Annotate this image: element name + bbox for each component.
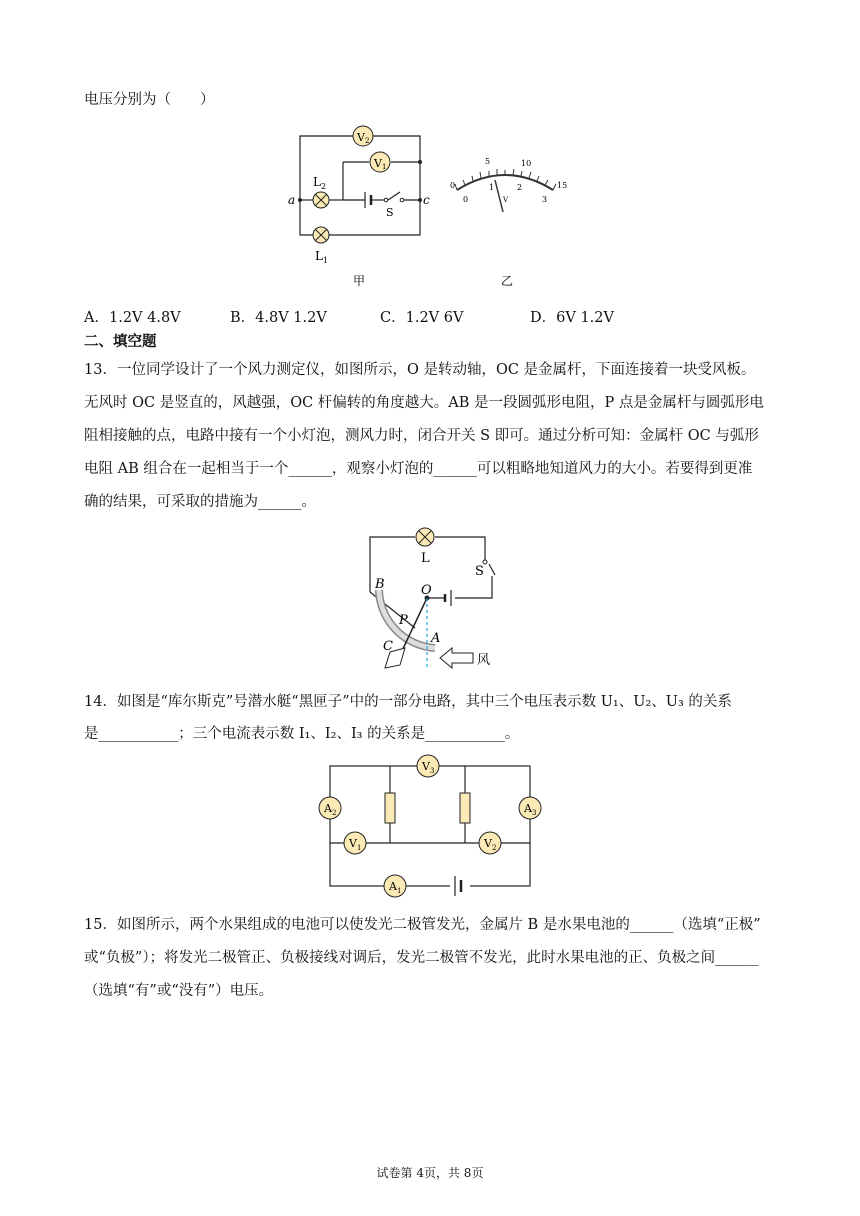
svg-text:O: O xyxy=(421,583,432,598)
q13-line-3: 阻相接触的点，电路中接有一个小灯泡，测风力时，闭合开关 S 即可。通过分析可知：金属杆 OC 与弧形 xyxy=(84,428,759,444)
svg-text:1: 1 xyxy=(397,887,402,895)
svg-text:1: 1 xyxy=(382,163,387,171)
q15-line-2: 或“负极”）；将发光二极管正、负极接线对调后，发光二极管不发光，此时水果电池的正、负极之间______ xyxy=(84,950,759,966)
q13-line-4: 电阻 AB 组合在一起相当于一个______，观察小灯泡的______可以粗略地知道风力的大小。若要得到更准 xyxy=(84,461,753,477)
svg-text:3: 3 xyxy=(532,809,537,817)
option-d[interactable]: D．6V 1.2V xyxy=(530,310,614,326)
svg-text:2: 2 xyxy=(321,182,327,191)
svg-text:2: 2 xyxy=(332,809,337,817)
q13-line-5: 确的结果，可采取的措施为______。 xyxy=(84,494,316,510)
page-footer: 试卷第 4页，共 8页 xyxy=(376,1166,484,1180)
svg-text:V: V xyxy=(503,196,509,204)
svg-text:2: 2 xyxy=(517,183,523,192)
svg-text:10: 10 xyxy=(521,159,532,168)
svg-text:1: 1 xyxy=(357,844,362,852)
v1-label: V xyxy=(374,157,382,170)
svg-text:C: C xyxy=(383,639,393,654)
q14-circuit xyxy=(310,748,550,898)
svg-text:2: 2 xyxy=(492,844,497,852)
q12-meter-yi xyxy=(445,150,575,290)
svg-text:V: V xyxy=(349,837,357,850)
q12-stem: 电压分别为（ ） xyxy=(84,92,215,108)
q14-line-1: 14．如图是“库尔斯克”号潜水艇“黑匣子”中的一部分电路，其中三个电压表示数 U₁、U₂、U₃ 的关系 xyxy=(84,694,732,710)
svg-text:P: P xyxy=(399,613,408,628)
svg-text:L: L xyxy=(421,551,430,566)
option-a[interactable]: A．1.2V 4.8V xyxy=(84,310,181,326)
q13-wind-figure xyxy=(355,520,515,670)
svg-text:S: S xyxy=(475,564,484,579)
wind-label: 风 xyxy=(477,653,491,668)
q15-line-1: 15．如图所示，两个水果组成的电池可以使发光二极管发光，金属片 B 是水果电池的______（选填“正极” xyxy=(84,917,761,933)
svg-text:A: A xyxy=(389,880,397,893)
svg-text:a: a xyxy=(288,193,296,207)
caption-yi: 乙 xyxy=(501,274,514,288)
svg-text:S: S xyxy=(386,206,394,219)
option-b[interactable]: B．4.8V 1.2V xyxy=(230,310,327,326)
svg-text:A: A xyxy=(324,802,332,815)
section-title: 二、填空题 xyxy=(84,334,157,350)
svg-text:A: A xyxy=(431,631,441,646)
q15-line-3: （选填“有”或“没有”）电压。 xyxy=(84,983,274,999)
svg-text:V: V xyxy=(484,837,492,850)
q12-circuit-jia xyxy=(285,120,435,290)
svg-text:c: c xyxy=(423,193,430,207)
svg-text:15: 15 xyxy=(557,181,568,190)
q13-line-2: 无风时 OC 是竖直的，风越强，OC 杆偏转的角度越大。AB 是一段圆弧形电阻，P 点是金属杆与圆弧形电 xyxy=(84,395,764,411)
svg-text:L: L xyxy=(315,249,323,263)
v2-label: V xyxy=(357,131,365,144)
svg-text:L: L xyxy=(313,175,321,189)
svg-text:0: 0 xyxy=(450,181,456,190)
svg-text:2: 2 xyxy=(365,137,370,145)
caption-jia: 甲 xyxy=(353,274,366,288)
svg-text:0: 0 xyxy=(463,195,469,204)
q13-line-1: 13．一位同学设计了一个风力测定仪，如图所示，O 是转动轴，OC 是金属杆，下面连接着一块受风板。 xyxy=(84,362,756,378)
svg-text:A: A xyxy=(524,802,532,815)
svg-text:1: 1 xyxy=(489,183,495,192)
svg-text:3: 3 xyxy=(542,195,548,204)
svg-text:B: B xyxy=(375,577,385,592)
option-c[interactable]: C．1.2V 6V xyxy=(380,310,464,326)
svg-text:1: 1 xyxy=(323,256,329,265)
svg-text:5: 5 xyxy=(485,157,491,166)
svg-text:3: 3 xyxy=(430,767,435,775)
svg-text:V: V xyxy=(422,760,430,773)
q14-line-2: 是___________；三个电流表示数 I₁、I₂、I₃ 的关系是___________。 xyxy=(84,726,520,742)
